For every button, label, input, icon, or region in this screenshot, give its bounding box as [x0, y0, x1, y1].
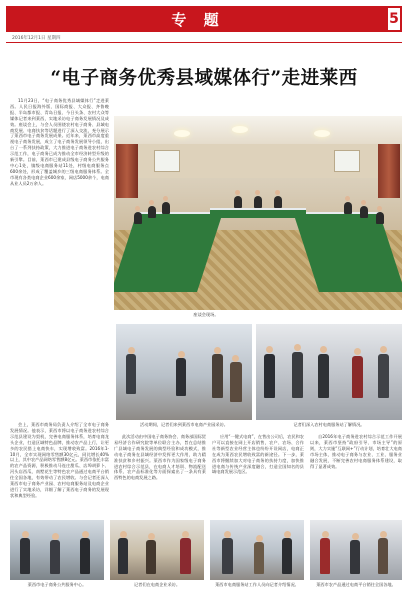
bottom-caption-2: 记者们在电商企业采访。	[133, 582, 181, 587]
bottom-caption-3: 莱西市电商服务站工作人员向记者介绍情况。	[215, 582, 299, 587]
article-paragraph: 11月23日，“电子商务优秀县域媒体行”走进莱西。人民日报海外版、国际商报、大众报、齐鲁晚报、半岛都市报、青岛日报、今日头条、农村大众等媒体记者来到莱西，实地采访电子商务发展情况及成效。座谈会上，与会人员围绕农村电子商务、县域电商发展、电商扶贫等话题进行了深入交流，充分展示了莱西市电子商务发展成果。近年来，莱西市高度重视电子商务发展，成立了电子商务发展领导小组，出台了一系列扶持政策，大力推进电子商务进农村综合示范工作，电子商务已成为推动全市经济转型升级的新引擎。目前，莱西市已建成县级电子商务公共服务中心1处，镇级电商服务站11处，村级电商服务点600余处，形成了覆盖城乡的三级电商服务体系。全市现有各类电商企业600余家，网店5000余个，电商从业人员2万余人。	[10, 98, 109, 186]
newspaper-page	[6, 6, 402, 594]
bottom-photo-1	[10, 520, 104, 580]
section-header-bar	[6, 6, 390, 32]
service-station-photo	[256, 324, 402, 420]
article-column-5	[310, 434, 402, 514]
article-paragraph: 此次活动由中国电子商务协会、商务部国际贸易经济合作研究院等单位联合主办，旨在总结推广县域电子商务发展的典型经验和成功模式，推动电子商务在县域经济中发挥更大作用，助力精准扶贫和乡村振兴。莱西市作为国家级电子商务进农村综合示范县，在电商人才培训、物流配送体系、农产品标准化等方面探索出了一条具有莱西特色的电商发展之路。	[114, 434, 206, 481]
issue-date: 2016年12月1日 星期四	[12, 36, 61, 41]
article-paragraph: 自2016年电子商务进农村综合示范工作开展以来，莱西市坚持“政府引导、市场主导”的原则，大力实施“互联网+”行动计划，培育壮大电商市场主体，推动电子商务与农业、工业、服务业融合发展，不断完善农村电商服务体系建设，取得了显著成效。	[310, 434, 402, 469]
bottom-photo-4	[310, 520, 402, 580]
industrial-park-photo	[116, 324, 252, 420]
article-paragraph: 应用“一键式电商”，在售出公司后，农民和农户可以直接在网上开店销售，农户、农场、合作社等新型农业经营主体也纷纷开设网店，电商正在成为莱西农民增收致富的新途径。下一步，莱西市将继续加大对电子商务的扶持力度，加快推进电商与传统产业深度融合，打造全国知名的县域电商发展示范区。	[212, 434, 304, 475]
article-column-1	[10, 98, 109, 418]
page-number: 5	[386, 6, 402, 32]
bottom-photo-3	[210, 520, 304, 580]
service-station-caption: 记者们深入农村电商服务站了解情况。	[293, 422, 365, 427]
industrial-park-caption: 活动期间，记者们来到莱西市电商产业园采访。	[140, 422, 228, 427]
header-divider	[6, 42, 402, 43]
bottom-caption-4: 莱西市农产品通过电商平台销往全国各地。	[316, 582, 396, 587]
article-paragraph: 会上，莱西市商务局负责人介绍了全市电子商务发展情况。他表示，莱西市将以电子商务进农村综合示范县建设为契机，完善电商服务体系，培育电商龙头企业，打造区域特色品牌，推动农产品上行，让更多的农民搭上电商快车，实现增收致富。2016年1-10月，全市实现网络零售额30亿元，同比增长40%以上，其中农产品网络零售额8亿元。莱西市依托丰富的农产品资源，积极推动马连庄甜瓜、店埠胡萝卜、河头店西瓜、南墅花生等特色农产品通过电商平台销往全国各地，有效带动了农民增收。与会记者还深入莱西市电子商务产业园、农村电商服务站及电商企业进行了实地采访，详细了解了莱西电子商务的发展现状和典型经验。	[10, 422, 109, 498]
section-title: 专 题	[171, 11, 225, 29]
article-headline: “电子商务优秀县域媒体行”走进莱西	[50, 68, 358, 89]
bottom-caption-1: 莱西市电子商务公共服务中心。	[27, 582, 87, 587]
meeting-photo-caption: 座谈会现场。	[193, 312, 219, 317]
bottom-photo-2	[110, 520, 204, 580]
article-column-2	[10, 422, 109, 514]
article-column-4	[212, 434, 304, 514]
article-column-3	[114, 434, 206, 514]
meeting-photo	[114, 116, 402, 310]
